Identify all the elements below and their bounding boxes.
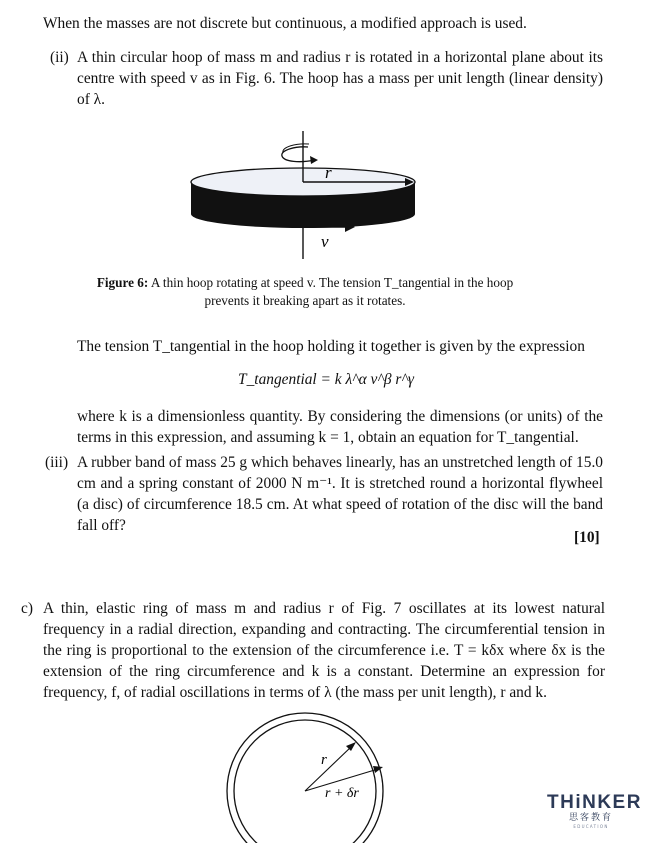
part-ii-number: (ii) <box>50 49 69 66</box>
intro-text: When the masses are not discrete but continuous, a modified approach is used. <box>43 15 527 32</box>
figure6-label-v: v <box>321 232 329 251</box>
logo-tiny: EDUCATION <box>573 824 609 829</box>
figure-6-caption-line2: prevents it breaking apart as it rotates. <box>204 293 406 308</box>
figure-6-caption-label: Figure 6: <box>96 275 149 290</box>
figure-6-caption-line1: A thin hoop rotating at speed v. The tension T_tangential in the hoop <box>150 275 514 290</box>
thinker-logo <box>547 792 642 830</box>
tension-where: where k is a dimensionless quantity. By considering the dimensions (or units) of the terms in this expression, and assuming k = 1, obtain an equation for T_tangential. <box>77 408 603 446</box>
part-c-text: A thin, elastic ring of mass m and radius r of Fig. 7 oscillates at its lowest natural frequency in a radial direction, expanding and contracting. The circumferential tension in the ring is proportional to the extension of the circumference i.e. T = kδx where δx is the extension of the ring circumference and k is a constant. Determine an expression for frequency, f, of radial oscillations in terms of λ (the mass per unit length), r and k. <box>43 600 605 701</box>
tension-formula: T_tangential = k λ^α v^β r^γ <box>238 371 414 388</box>
marks: [10] <box>574 529 600 546</box>
inner-ring <box>234 720 376 843</box>
tension-intro: The tension T_tangential in the hoop holding it together is given by the expression <box>77 338 585 355</box>
figure6-label-r: r <box>325 163 332 182</box>
part-iii-text: A rubber band of mass 25 g which behaves linearly, has an unstretched length of 15.0 cm and a spring constant of 2000 N m⁻¹. It is stretched round a horizontal flywheel (a disc) of circumference 18.5 cm. At what speed of rotation of the disc will the band fall off? <box>77 454 603 534</box>
figure7-label-r-dr: r + δr <box>325 786 359 801</box>
part-ii-text: A thin circular hoop of mass m and radius r is rotated in a horizontal plane about its centre with speed v as in Fig. 6. The hoop has a mass per unit length (linear density) of λ. <box>77 49 603 108</box>
outer-ring <box>227 713 383 843</box>
figure7-label-r: r <box>321 752 327 768</box>
logo-sub: 思客教育 <box>568 813 613 823</box>
part-iii-number: (iii) <box>45 454 69 471</box>
part-c-label: c) <box>21 600 33 617</box>
logo-main: THiNKER <box>547 792 642 813</box>
